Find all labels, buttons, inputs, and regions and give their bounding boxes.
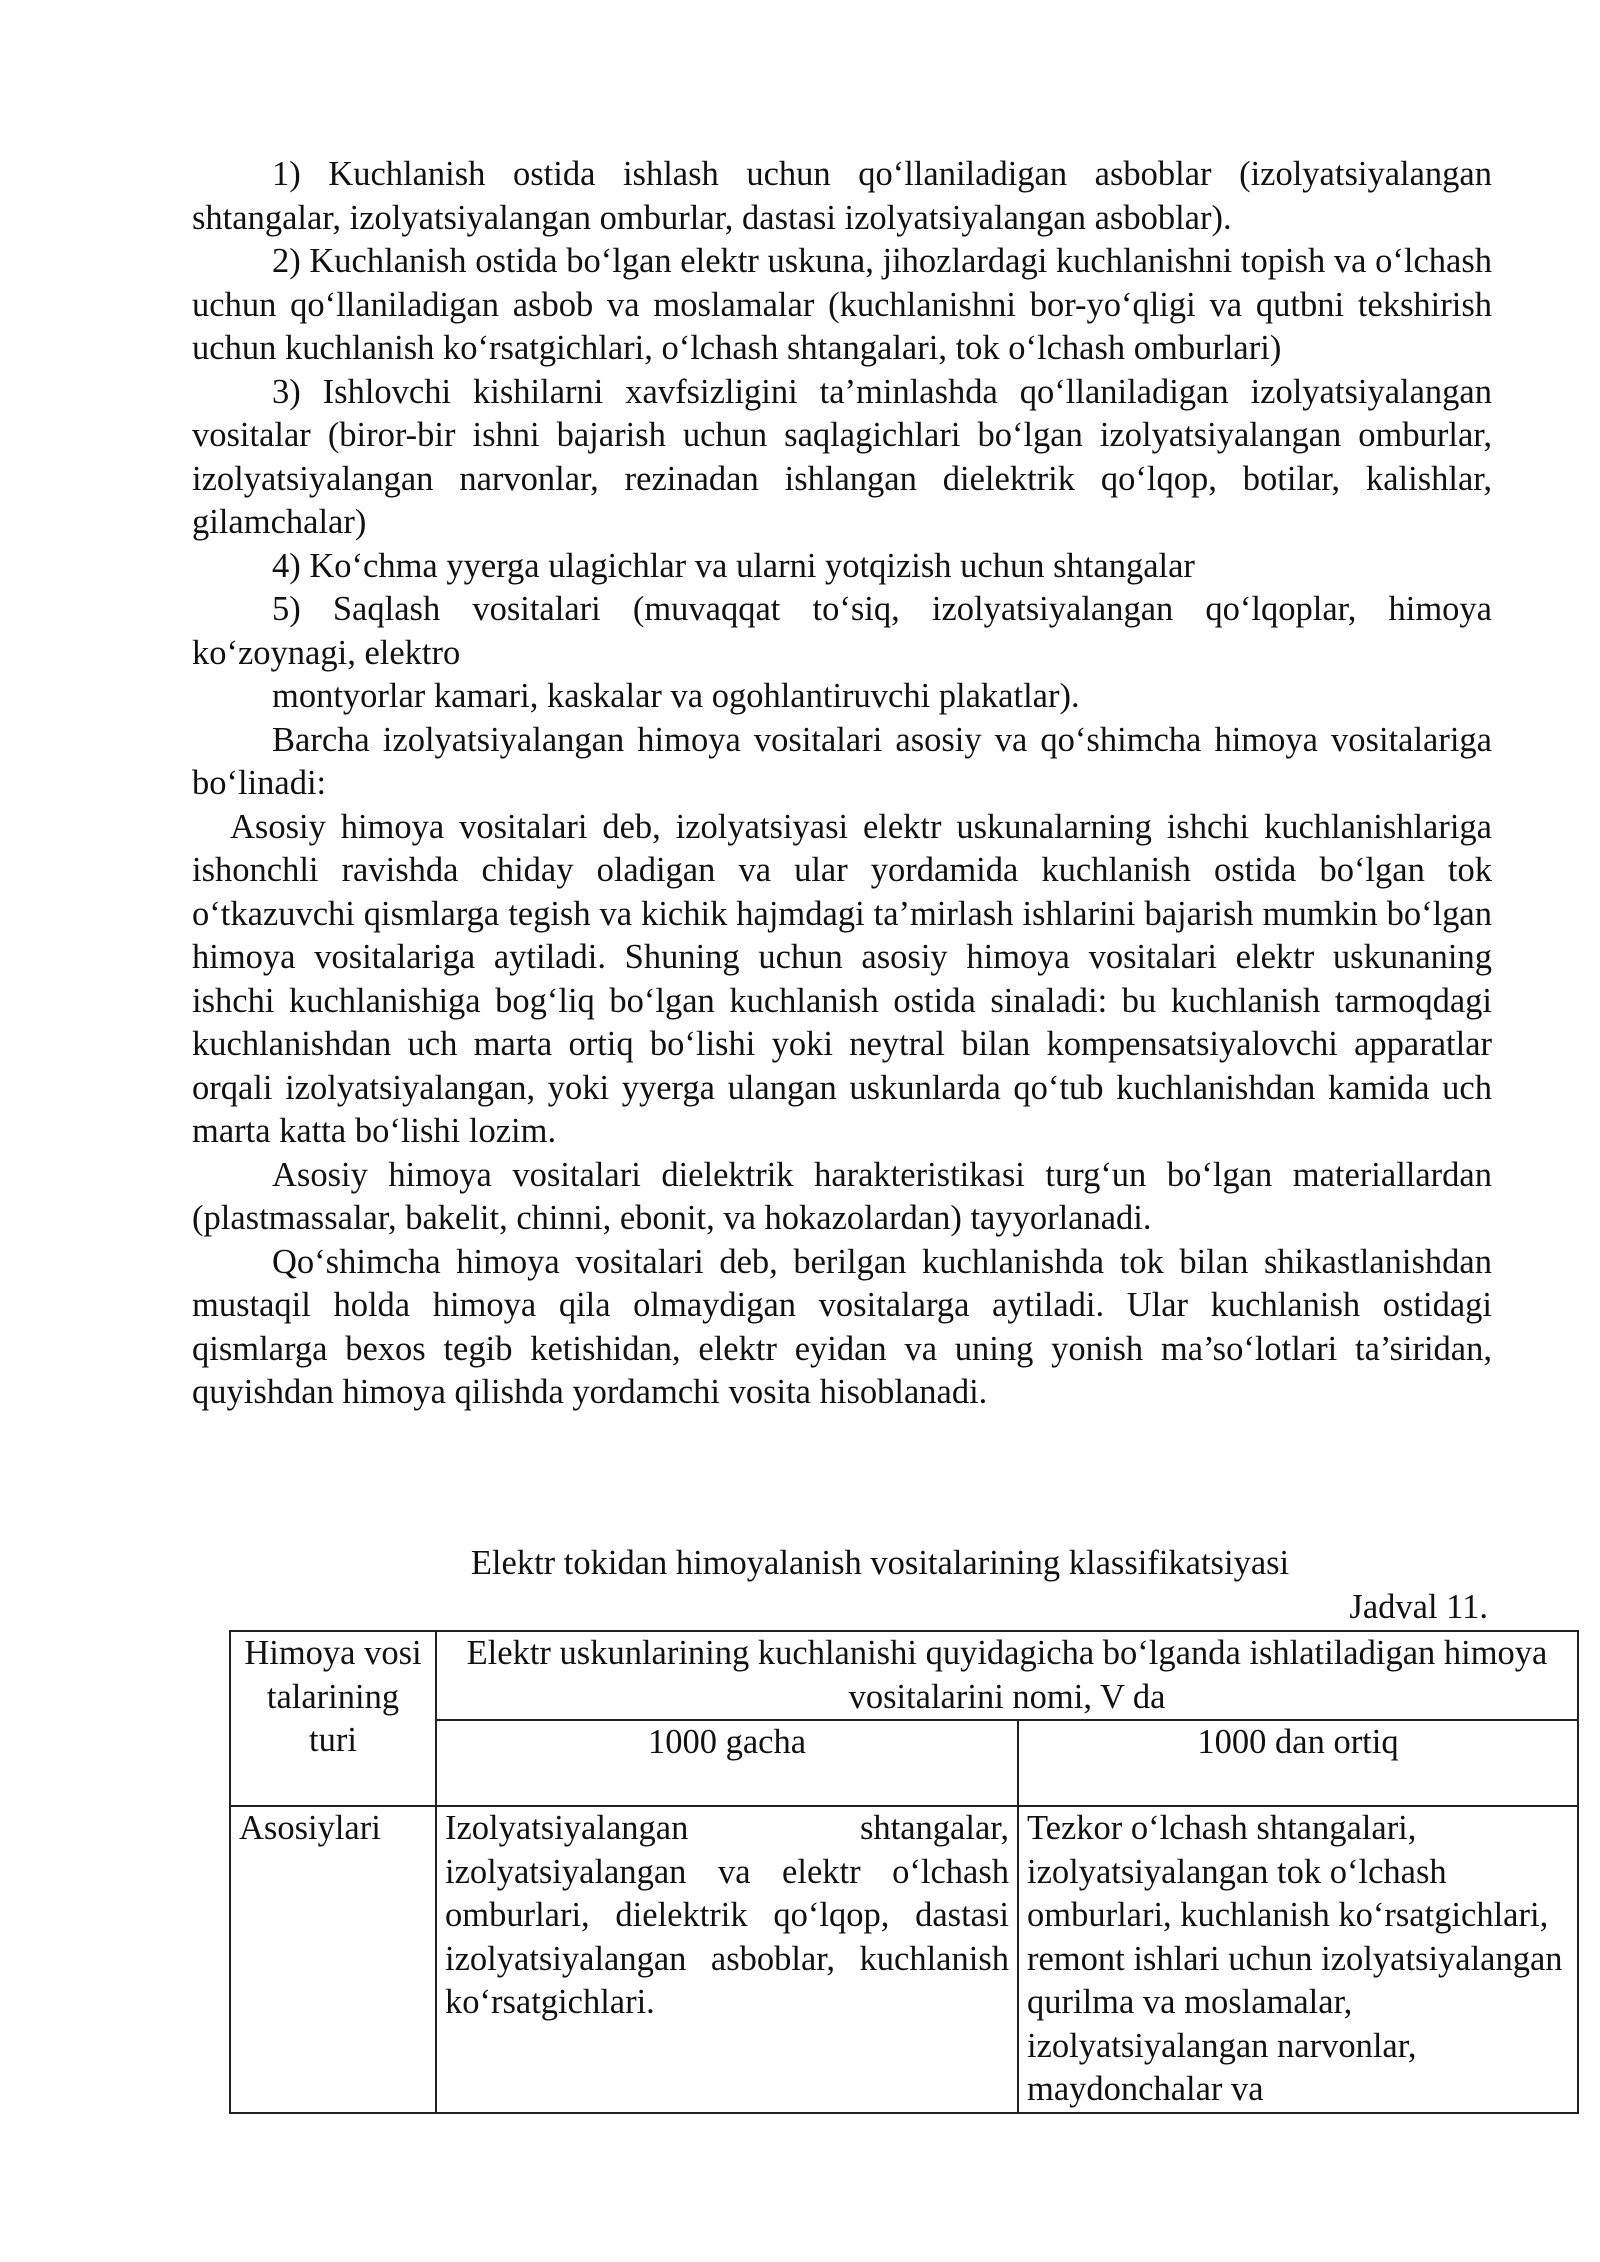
paragraph-7: Asosiy himoya vositalari deb, izolyatsiyasi elektr uskunalarning ishchi kuchlanishlariga ishonchli ravishda chiday oladigan va ular yordamida kuchlanish ostida bo‘lgan tok o‘tkazuvchi qismlarga tegish va kichik hajmdagi ta’mirlash ishlarini bajarish mumkin bo‘lgan himoya vositalariga aytiladi. Shuning uchun asosiy himoya vositalari elektr uskunaning ishchi kuchlanishiga bog‘liq bo‘lgan kuchlanish ostida sinaladi: bu kuchlanish tarmoqdagi kuchlanishdan uch marta ortiq bo‘lishi yoki neytral bilan kompensatsiyalovchi apparatlar orqali izolyatsiyalangan, yoki yyerga ulangan uskunlarda qo‘tub kuchlanishdan kamida uch marta katta bo‘lishi lozim. bbox=[192, 807, 1492, 1150]
header-group-cell: Elektr uskunlarining kuchlanishi quyidagicha bo‘lganda ishlatiladigan himoya vositalarini nomi, V da bbox=[436, 1631, 1578, 1720]
header-up-to-1000-cell: 1000 gacha bbox=[436, 1720, 1018, 1806]
row-up-to-1000-cell: Izolyatsiyalangan shtangalar, izolyatsiyalangan va elektr o‘lchash omburlari, dielektrik qo‘lqop, dastasi izolyatsiyalangan asboblar, kuchlanish ko‘rsatgichlari. bbox=[436, 1806, 1018, 2113]
row-label-cell: Asosiylari bbox=[230, 1806, 436, 2113]
table-title: Elektr tokidan himoyalanish vositalarining klassifikatsiyasi bbox=[470, 1544, 1290, 1582]
paragraph-2: 2) Kuchlanish ostida bo‘lgan elektr uskuna, jihozlardagi kuchlanishni topish va o‘lchash uchun qo‘llaniladigan asbob va moslamalar (kuchlanishni bor-yo‘qligi va qutbni tekshirish uchun kuchlanish ko‘rsatgichlari, o‘lchash shtangalari, tok o‘lchash omburlari) bbox=[192, 242, 1492, 367]
table-header-row bbox=[230, 1631, 1578, 1720]
paragraph-5-continuation: montyorlar kamari, kaskalar va ogohlantiruvchi plakatlar). bbox=[272, 677, 1080, 715]
table-number: Jadval 11. bbox=[1349, 1588, 1488, 1626]
row-over-1000-cell: Tezkor o‘lchash shtangalari, izolyatsiyalangan tok o‘lchash omburlari, kuchlanish ko‘rsatgichlari, remont ishlari uchun izolyatsiyalangan qurilma va moslamalar, izolyatsiyalangan narvonlar, maydonchalar va bbox=[1018, 1806, 1578, 2113]
table-row bbox=[230, 1806, 1578, 2113]
paragraph-8: Asosiy himoya vositalari dielektrik harakteristikasi turg‘un bo‘lgan materiallardan (plastmassalar, bakelit, chinni, ebonit, va hokazolardan) tayyorlanadi. bbox=[192, 1155, 1492, 1237]
paragraph-1: 1) Kuchlanish ostida ishlash uchun qo‘llaniladigan asboblar (izolyatsiyalangan shtangalar, izolyatsiyalangan omburlar, dastasi izolyatsiyalangan asboblar). bbox=[192, 155, 1492, 237]
classification-table bbox=[229, 1630, 1579, 2114]
body-text bbox=[192, 153, 1492, 1415]
paragraph-6: Barcha izolyatsiyalangan himoya vositalari asosiy va qo‘shimcha himoya vositalariga bo‘linadi: bbox=[192, 720, 1492, 802]
paragraph-3: 3) Ishlovchi kishilarni xavfsizligini ta’minlashda qo‘llaniladigan izolyatsiyalangan vositalar (biror-bir ishni bajarish uchun saqlagichlari bo‘lgan izolyatsiyalangan omburlar, izolyatsiyalangan narvonlar, rezinadan ishlangan dielektrik qo‘lqop, botilar, kalishlar, gilamchalar) bbox=[192, 372, 1492, 541]
header-over-1000-cell: 1000 dan ortiq bbox=[1018, 1720, 1578, 1806]
paragraph-4: 4) Ko‘chma yyerga ulagichlar va ularni yotqizish uchun shtangalar bbox=[272, 546, 1195, 585]
paragraph-5: 5) Saqlash vositalari (muvaqqat to‘siq, izolyatsiyalangan qo‘lqoplar, himoya ko‘zoynagi, elektro bbox=[192, 590, 1492, 672]
paragraph-9: Qo‘shimcha himoya vositalari deb, berilgan kuchlanishda tok bilan shikastlanishdan mustaqil holda himoya qila olmaydigan vositalarga aytiladi. Ular kuchlanish ostidagi qismlarga bexos tegib ketishidan, elektr eyidan va uning yonish ma’so‘lotlari ta’siridan, quyishdan himoya qilishda yordamchi vosita hisoblanadi. bbox=[192, 1242, 1492, 1411]
header-type-cell: Himoya vosi talarining turi bbox=[230, 1631, 436, 1806]
